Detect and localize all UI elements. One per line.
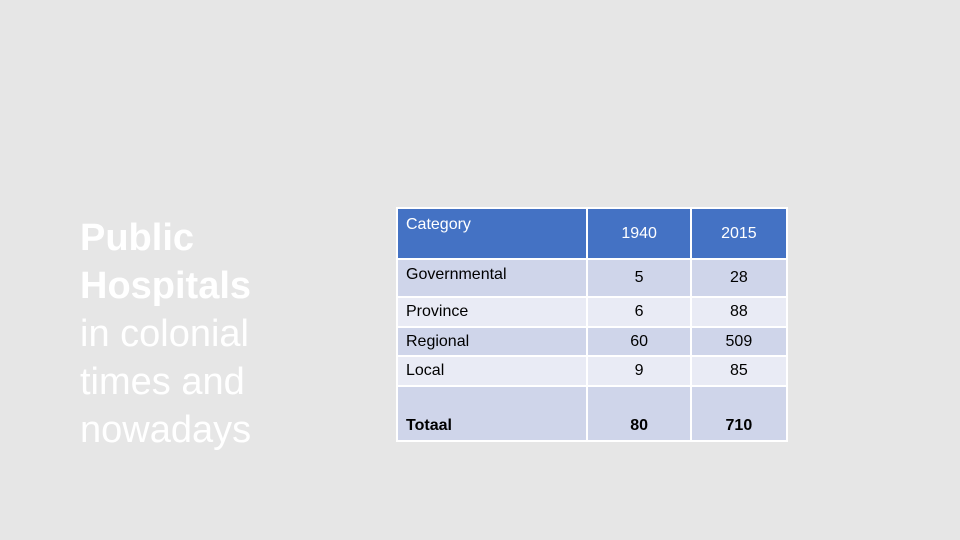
cell-2015: 710: [691, 386, 787, 441]
cell-1940: 5: [587, 259, 690, 297]
cell-category: Governmental: [397, 259, 587, 297]
title-line-5: nowadays: [80, 409, 252, 451]
cell-category: Province: [397, 297, 587, 327]
header-1940: 1940: [587, 208, 690, 259]
table-row: [397, 297, 787, 327]
slide-title: [80, 214, 340, 454]
table-row: [397, 356, 787, 386]
cell-2015: 88: [691, 297, 787, 327]
cell-2015: 509: [691, 327, 787, 356]
cell-2015: 28: [691, 259, 787, 297]
cell-1940: 60: [587, 327, 690, 356]
title-line-4: times and: [80, 361, 245, 403]
cell-1940: 6: [587, 297, 690, 327]
header-category: Category: [397, 208, 587, 259]
title-line-2: Hospitals: [80, 265, 252, 307]
table-row: [397, 259, 787, 297]
title-line-3: in colonial: [80, 313, 249, 355]
hospitals-table: [396, 207, 788, 442]
cell-1940: 9: [587, 356, 690, 386]
cell-category: Local: [397, 356, 587, 386]
header-2015: 2015: [691, 208, 787, 259]
cell-category: Totaal: [397, 386, 587, 441]
table-row: [397, 327, 787, 356]
table-header-row: [397, 208, 787, 259]
cell-category: Regional: [397, 327, 587, 356]
title-line-1: Public: [80, 217, 195, 259]
cell-2015: 85: [691, 356, 787, 386]
table-total-row: [397, 386, 787, 441]
cell-1940: 80: [587, 386, 690, 441]
